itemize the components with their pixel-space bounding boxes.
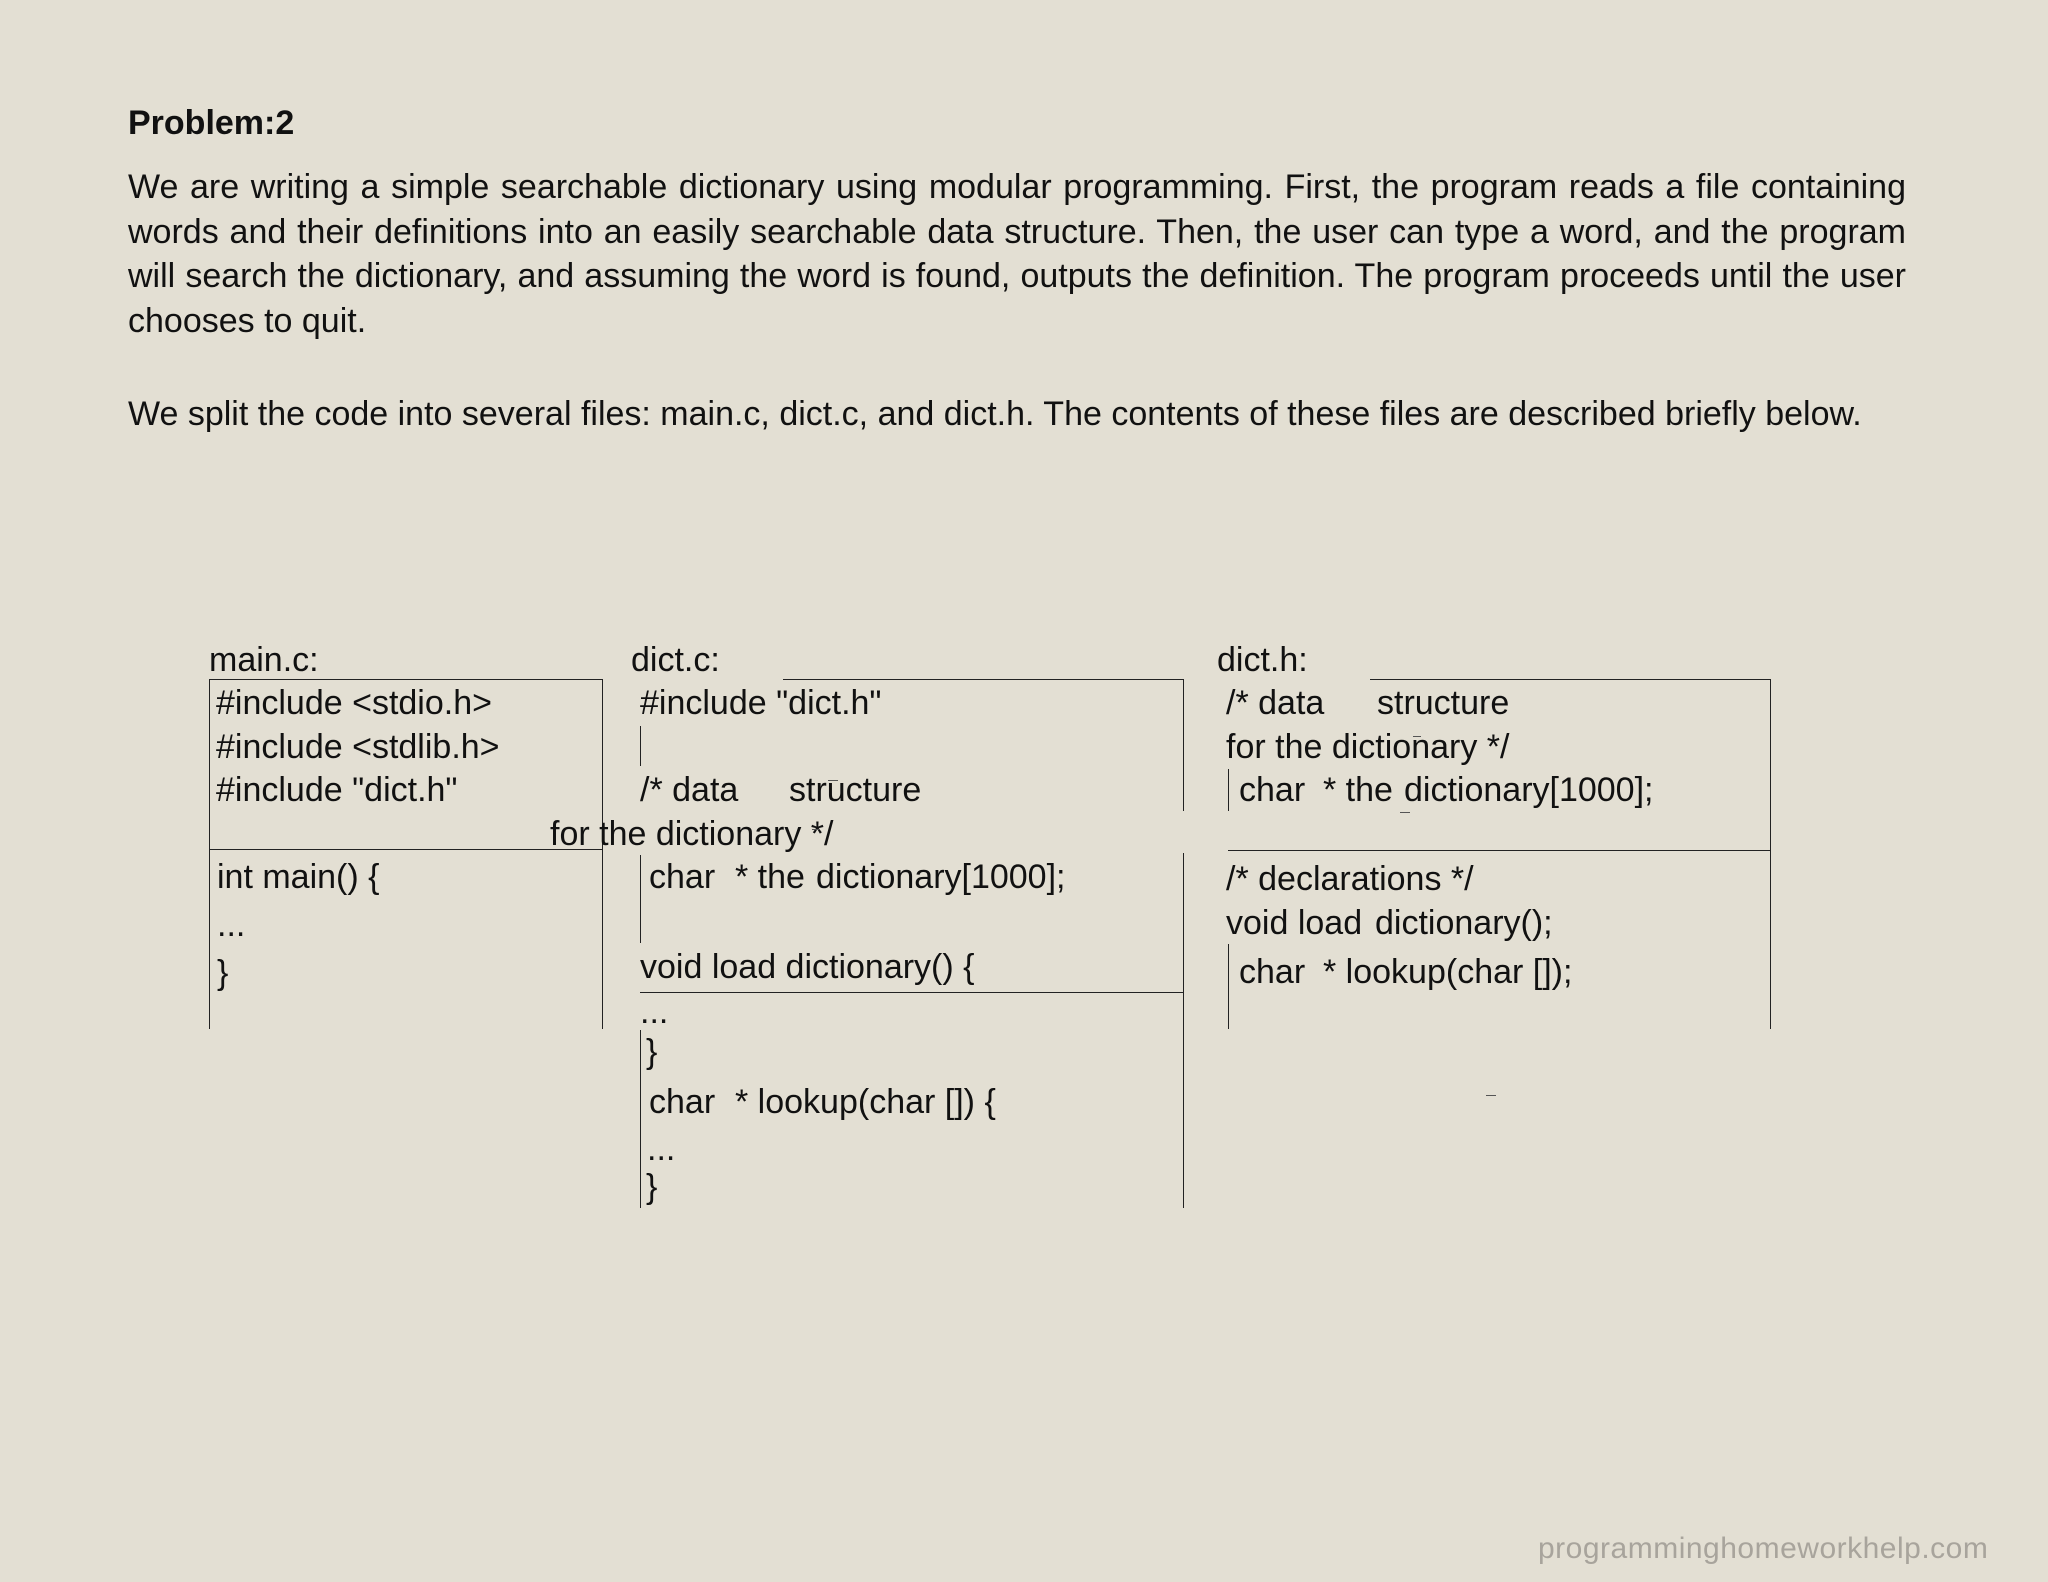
main-c-right-border bbox=[602, 679, 603, 1029]
code-line: dictionary[1000]; bbox=[1404, 771, 1654, 809]
dict-h-right-border bbox=[1770, 679, 1771, 1029]
stray-tick bbox=[812, 829, 820, 830]
stray-tick bbox=[828, 780, 838, 781]
code-line: #include <stdio.h> bbox=[216, 684, 492, 722]
dict-h-label: dict.h: bbox=[1217, 641, 1308, 679]
code-line: * the bbox=[1323, 771, 1393, 809]
dict-c-right-border-upper bbox=[1183, 679, 1184, 811]
code-line: * the bbox=[735, 858, 805, 896]
code-line: ... bbox=[647, 1130, 676, 1168]
code-line: } bbox=[646, 1168, 658, 1206]
code-line: #include <stdlib.h> bbox=[216, 728, 500, 766]
dict-c-label: dict.c: bbox=[631, 641, 720, 679]
dict-h-top-border bbox=[1370, 679, 1771, 680]
code-line: char bbox=[649, 858, 716, 896]
main-c-label: main.c: bbox=[209, 641, 319, 679]
files-paragraph: We split the code into several files: main.c, dict.c, and dict.h. The contents of these files are described briefly below. bbox=[128, 395, 1862, 433]
code-line: #include "dict.h" bbox=[640, 684, 882, 722]
dict-c-divider bbox=[640, 992, 1183, 993]
intro-paragraph: We are writing a simple searchable dictionary using modular programming. First, the program reads a file containing words and their definitions into an easily searchable data structure. Then, the user can type a word, and the program will search the dictionary, and assuming the word is found, outputs the definition. The program proceeds until the user chooses to quit. bbox=[128, 168, 1906, 340]
watermark: programminghomeworkhelp.com bbox=[1538, 1532, 1989, 1565]
code-line: structure bbox=[789, 771, 922, 809]
code-line: dictionary(); bbox=[1375, 904, 1553, 942]
code-line: for the dictionary */ bbox=[1226, 728, 1510, 766]
code-line: ... bbox=[217, 906, 246, 944]
code-line: void load bbox=[1226, 904, 1363, 942]
dict-h-left-tick bbox=[1228, 769, 1229, 811]
code-line: #include "dict.h" bbox=[216, 771, 458, 809]
code-line: /* data bbox=[640, 771, 739, 809]
dict-h-left-border-lower bbox=[1228, 944, 1229, 1029]
dict-c-left-border-mid bbox=[640, 855, 641, 943]
code-line: int main() { bbox=[217, 858, 380, 896]
code-line: structure bbox=[1377, 684, 1510, 722]
code-line: } bbox=[646, 1033, 658, 1071]
code-line: char bbox=[1239, 771, 1306, 809]
stray-tick bbox=[1400, 812, 1410, 813]
main-c-left-border bbox=[209, 679, 210, 1029]
main-c-divider bbox=[209, 849, 603, 850]
code-line: for the dictionary */ bbox=[550, 815, 834, 853]
dict-h-divider bbox=[1228, 850, 1770, 851]
code-line: void load dictionary() { bbox=[640, 948, 975, 986]
dict-c-right-border-lower bbox=[1183, 853, 1184, 1208]
problem-title: Problem:2 bbox=[128, 104, 295, 142]
code-line: * lookup(char []); bbox=[1323, 953, 1573, 991]
code-line: /* declarations */ bbox=[1226, 860, 1474, 898]
dict-c-left-border-lower bbox=[640, 1030, 641, 1208]
code-line: char bbox=[649, 1083, 716, 1121]
code-line: ... bbox=[640, 993, 669, 1031]
code-line: char bbox=[1239, 953, 1306, 991]
main-c-top-border bbox=[209, 679, 603, 680]
code-line: * lookup(char []) { bbox=[735, 1083, 996, 1121]
code-line: } bbox=[217, 954, 229, 992]
code-line: dictionary[1000]; bbox=[816, 858, 1066, 896]
code-line: /* data bbox=[1226, 684, 1325, 722]
dict-c-left-tick bbox=[640, 726, 641, 766]
dict-c-top-border bbox=[783, 679, 1183, 680]
stray-tick bbox=[1486, 1095, 1496, 1096]
